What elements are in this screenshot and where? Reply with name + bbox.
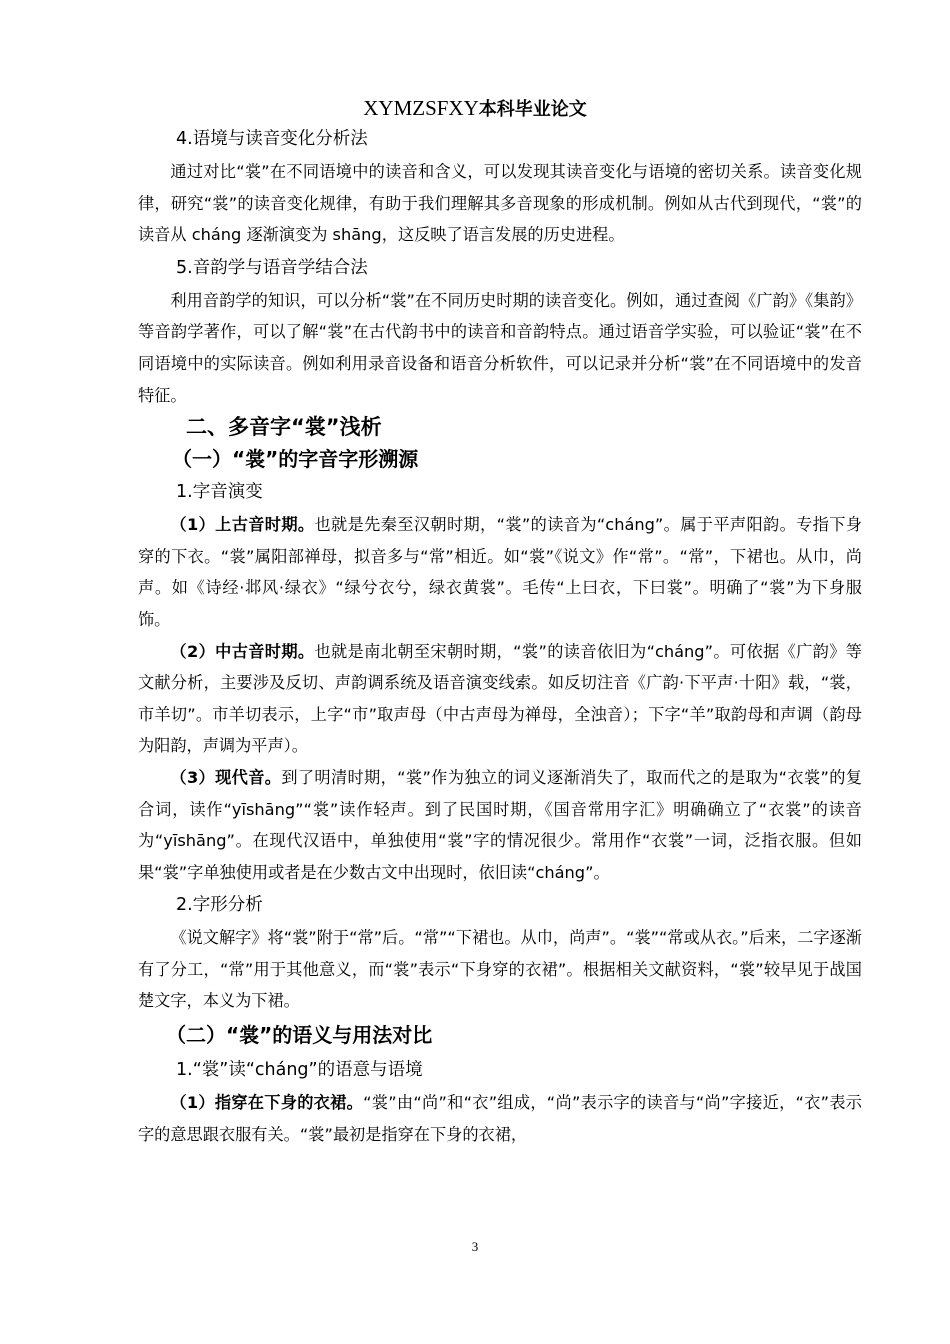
paragraph-ancient-period bbox=[138, 509, 862, 635]
pronunciation-heading: 1.字音演变 bbox=[176, 482, 263, 503]
part-2-heading: （二）“裳”的语义与用法对比 bbox=[166, 1023, 433, 1048]
page-number: 3 bbox=[471, 1239, 479, 1254]
lead-lower-garment: （1）指穿在下身的衣裙。 bbox=[170, 1093, 364, 1113]
page-header bbox=[0, 95, 950, 122]
section-5-paragraph: 利用音韵学的知识，可以分析“裳”在不同历史时期的读音变化。例如，通过查阅《广韵》《集韵》等音韵学著作，可以了解“裳”在古代韵书中的读音和音韵特点。通过语音学实验，可以验证“裳”在不同语境中的实际读音。例如利用录音设备和语音分析软件，可以记录并分析“裳”在不同语境中的发音特征。 bbox=[138, 290, 862, 405]
chang-meaning-heading: 1.“裳”读“cháng”的语意与语境 bbox=[176, 1060, 423, 1081]
paragraph-glyph: 《说文解字》将“裳”附于“常”后。“常”“下裙也。从巾，尚声”。“裳”“常或从衣。”后来，二字逐渐有了分工，“常”用于其他意义，而“裳”表示“下身穿的衣裙”。根据相关文献资料，“裳”较早见于战国楚文字，本义为下裙。 bbox=[138, 928, 862, 1011]
text-ancient: 也就是先秦至汉朝时期，“裳”的读音为“cháng”。属于平声阳韵。专指下身穿的下衣。“裳”属阳部禅母，拟音多与“常”相近。如“裳”《说文》作“常”。“常”，下裙也。从巾，尚声。如《诗经·邶风·绿衣》“绿兮衣兮，绿衣黄裳”。毛传“上曰衣，下曰裳”。明确了“裳”为下身服饰。 bbox=[138, 515, 862, 629]
lead-middle: （2）中古音时期。 bbox=[170, 641, 315, 661]
lead-modern: （3）现代音。 bbox=[170, 767, 282, 787]
lead-ancient: （1）上古音时期。 bbox=[170, 515, 315, 535]
glyph-heading: 2.字形分析 bbox=[176, 895, 263, 916]
paragraph-middle-period bbox=[138, 636, 862, 762]
text-modern: 到了明清时期，“裳”作为独立的词义逐渐消失了，取而代之的是取为“衣裳”的复合词，读作“yīshāng”“裳”读作轻声。到了民国时期，《国音常用字汇》明确确立了“衣裳”的读音为“yīshāng”。在现代汉语中，单独使用“裳”字的情况很少。常用作“衣裳”一词，泛指衣服。但如果“裳”字单独使用或者是在少数古文中出现时，依旧读“cháng”。 bbox=[138, 767, 863, 882]
part-1-heading: （一）“裳”的字音字形溯源 bbox=[172, 447, 419, 472]
text-lower-garment: “裳”由“尚”和“衣”组成，“尚”表示字的读音与“尚”字接近，“衣”表示字的意思跟衣服有关。“裳”最初是指穿在下身的衣裙， bbox=[138, 1093, 862, 1144]
body-content bbox=[138, 122, 862, 1150]
header-latin: XYMZSFXY bbox=[363, 96, 479, 120]
chapter-2-heading: 二、多音字“裳”浅析 bbox=[186, 415, 382, 440]
text-middle: 也就是南北朝至宋朝时期，“裳”的读音依旧为“cháng”。可依据《广韵》等文献分析，主要涉及反切、声韵调系统及语音演变线索。如反切注音《广韵·下平声·十阳》载，“裳，市羊切”。市羊切表示，上字“市”取声母（中古声母为禅母，全浊音）；下字“羊”取韵母和声调（韵母为阳韵，声调为平声）。 bbox=[138, 641, 862, 756]
paragraph-lower-garment bbox=[138, 1087, 862, 1150]
section-4-paragraph: 通过对比“裳”在不同语境中的读音和含义，可以发现其读音变化与语境的密切关系。读音变化规律，研究“裳”的读音变化规律，有助于我们理解其多音现象的形成机制。例如从古代到现代，“裳”的读音从 cháng 逐渐演变为 shāng，这反映了语言发展的历史进程。 bbox=[138, 162, 862, 245]
section-5-heading: 5.音韵学与语音学结合法 bbox=[176, 257, 368, 278]
paragraph-modern-period bbox=[138, 762, 862, 888]
section-4-heading: 4.语境与读音变化分析法 bbox=[176, 129, 368, 149]
header-title: 本科毕业论文 bbox=[478, 99, 587, 119]
